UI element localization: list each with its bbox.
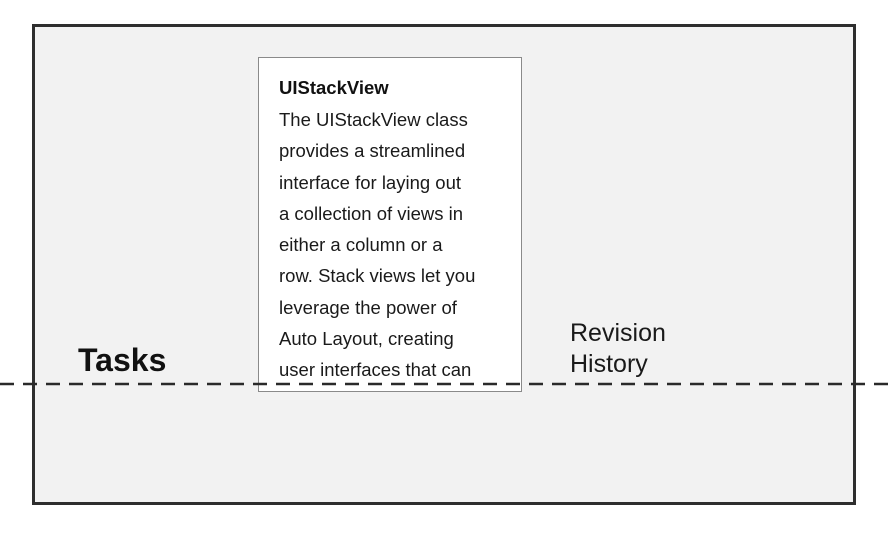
- dashed-divider-line: [0, 381, 892, 387]
- revision-history-label: [570, 318, 666, 380]
- panel-title: UIStackView: [279, 77, 389, 98]
- panel-body-line: leverage the power of: [279, 296, 457, 318]
- panel-body-line: Auto Layout, creating: [279, 328, 454, 350]
- panel-body: [279, 104, 503, 386]
- panel-body-line: a collection of views in: [279, 202, 464, 224]
- revision-history-line: History: [570, 350, 648, 378]
- panel-body-line: The UIStackView class: [279, 109, 468, 130]
- revision-history-line: Revision: [570, 319, 666, 347]
- panel-body-line: provides a streamlined: [279, 140, 466, 162]
- stackview-description-panel: [258, 57, 522, 392]
- panel-body-line: either a column or a: [279, 234, 443, 256]
- panel-body-line: user interfaces that can: [279, 359, 472, 381]
- panel-body-line: interface for laying out: [279, 171, 462, 193]
- tasks-label: Tasks: [78, 342, 167, 378]
- panel-body-line: row. Stack views let you: [279, 265, 476, 287]
